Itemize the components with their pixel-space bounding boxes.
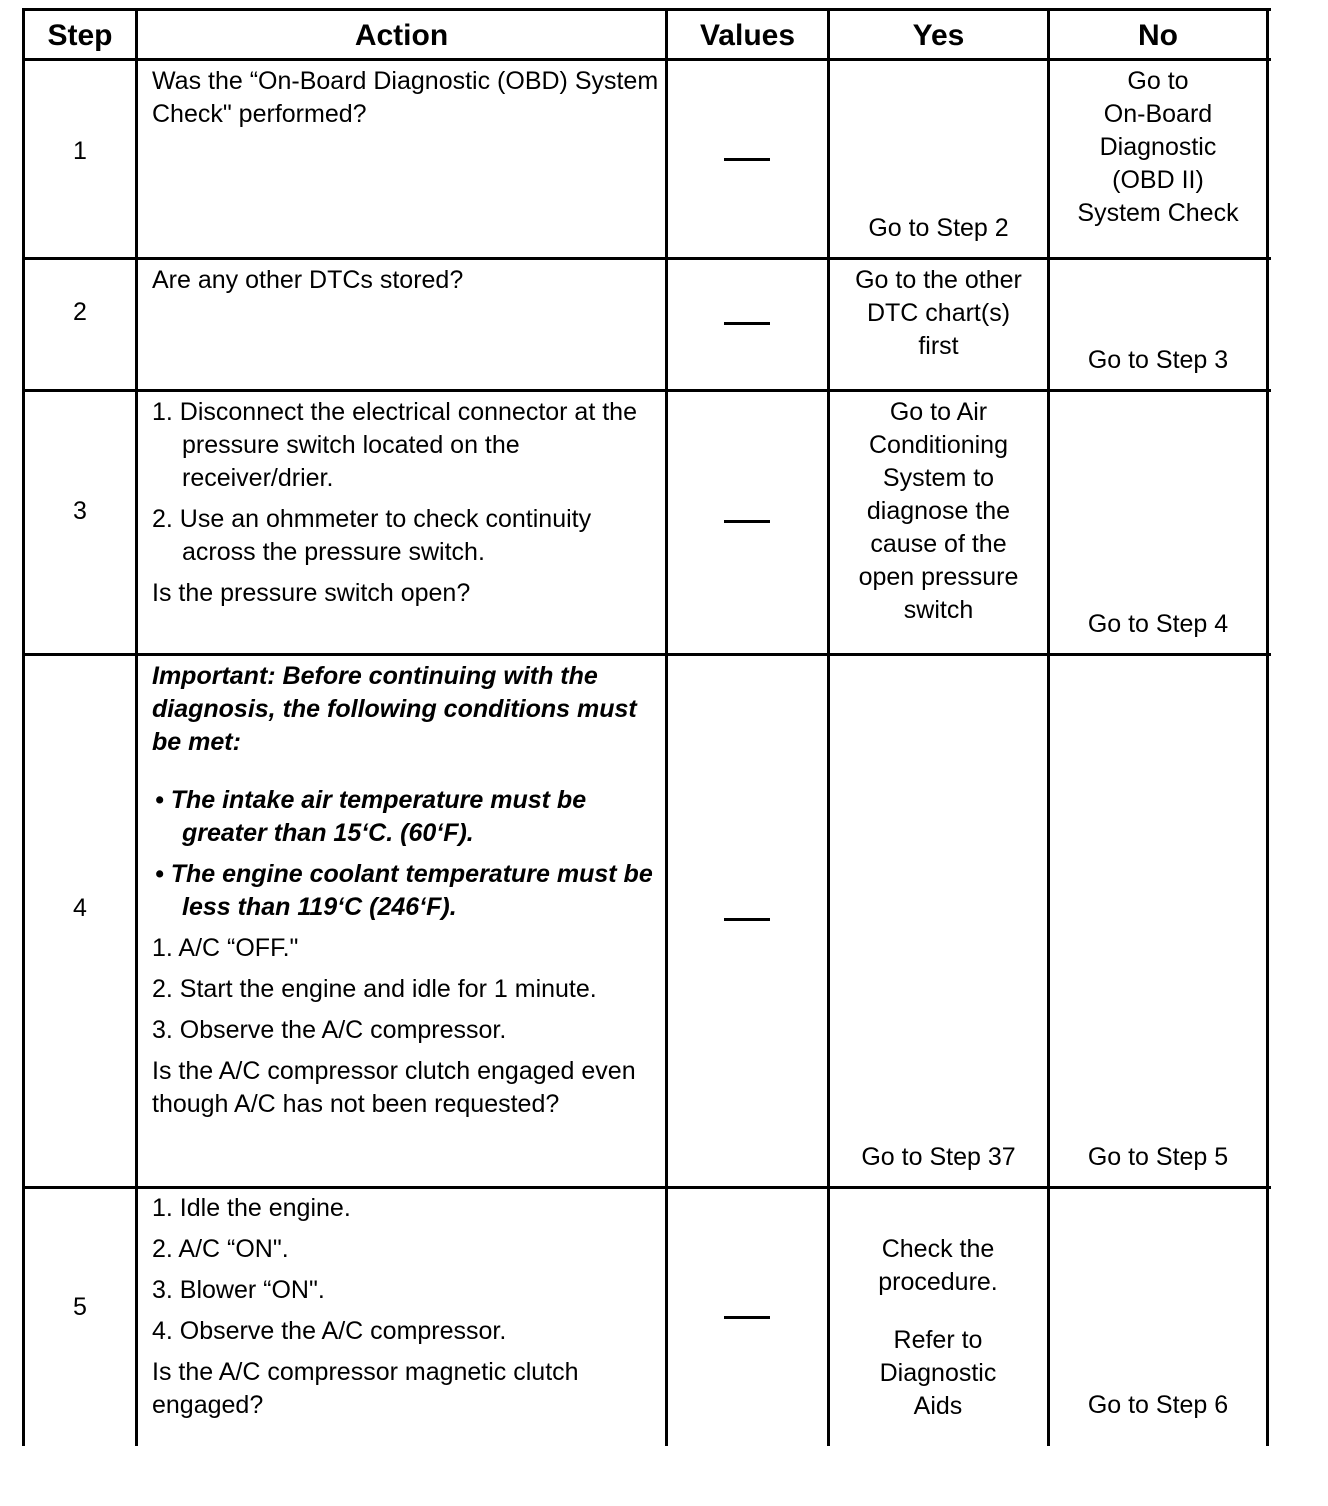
action-step: 4. Observe the A/C compressor. (152, 1317, 507, 1345)
condition-bullet: • The engine coolant temperature must be less than 119‘C (246‘F). (155, 860, 653, 921)
yes-text-line: DTC chart(s) (866, 299, 1011, 327)
no-text-line: System Check (1077, 199, 1239, 227)
action-cell (138, 396, 665, 610)
no-cell (1050, 260, 1266, 389)
yes-text-line: open pressure (858, 563, 1019, 591)
header-yes: Yes (912, 19, 965, 52)
action-text: Are any other DTCs stored? (152, 266, 464, 294)
yes-cell (830, 264, 1047, 363)
yes-cell (830, 61, 1047, 257)
no-cell (1050, 392, 1266, 653)
action-question: Is the A/C compressor magnetic clutch engaged? (152, 1358, 579, 1419)
yes-cell (830, 396, 1047, 627)
diagnostic-table (22, 8, 1271, 1446)
action-step: 1. Disconnect the electrical connector at the pressure switch located on the receiver/drier. (152, 398, 637, 492)
no-text-line: Diagnostic (1099, 133, 1217, 161)
important-note: Important: Before continuing with the diagnosis, the following conditions must be met: (152, 662, 637, 756)
values-dash (724, 322, 770, 325)
action-question: Is the A/C compressor clutch engaged even though A/C has not been requested? (152, 1057, 636, 1118)
action-step: 3. Blower “ON". (152, 1276, 325, 1304)
step-number: 3 (73, 496, 87, 525)
action-step: 1. Idle the engine. (152, 1194, 351, 1222)
no-text-line: Go to (1127, 67, 1189, 95)
yes-text: Go to Step 37 (861, 1143, 1016, 1171)
yes-cell (858, 1233, 1018, 1423)
no-text: Go to Step 6 (1087, 1391, 1229, 1419)
yes-text-line: Go to Air (889, 398, 988, 426)
no-text-line: On-Board (1103, 100, 1213, 128)
action-step: 2. Start the engine and idle for 1 minute. (152, 975, 597, 1003)
values-dash (724, 918, 770, 921)
step-number: 1 (73, 136, 87, 165)
yes-text-line: System to (882, 464, 995, 492)
values-dash (724, 520, 770, 523)
yes-text: Go to Step 2 (868, 214, 1009, 242)
yes-text-line: Conditioning (869, 431, 1008, 459)
action-step: 2. A/C “ON". (152, 1235, 289, 1263)
yes-text: Check the procedure. (878, 1235, 998, 1296)
yes-text-line: switch (903, 596, 974, 624)
yes-text-line: cause of the (870, 530, 1007, 558)
no-cell (1050, 656, 1266, 1186)
no-cell (1050, 65, 1266, 230)
no-cell (1050, 1389, 1266, 1422)
step-number: 5 (73, 1292, 87, 1321)
no-text-line: (OBD II) (1112, 166, 1204, 194)
yes-cell (830, 656, 1047, 1186)
action-cell (138, 1192, 665, 1422)
action-question: Is the pressure switch open? (152, 579, 471, 607)
header-no: No (1138, 19, 1178, 52)
no-text: Go to Step 3 (1087, 346, 1229, 374)
action-cell (138, 660, 665, 1121)
no-text: Go to Step 4 (1087, 610, 1229, 638)
grid-line (22, 1186, 1271, 1189)
grid-line (22, 58, 1271, 61)
header-step: Step (47, 19, 113, 52)
values-dash (724, 1316, 770, 1319)
action-text: Was the “On-Board Diagnostic (OBD) System Check" performed? (152, 67, 659, 128)
action-step: 3. Observe the A/C compressor. (152, 1016, 507, 1044)
yes-text-line: diagnose the (866, 497, 1011, 525)
values-dash (724, 158, 770, 161)
no-text: Go to Step 5 (1087, 1143, 1229, 1171)
step-number: 4 (73, 893, 87, 922)
yes-text: Refer to Diagnostic Aids (879, 1326, 997, 1420)
action-cell (138, 264, 665, 297)
grid-line (1266, 8, 1269, 1446)
action-step: 2. Use an ohmmeter to check continuity across the pressure switch. (152, 505, 592, 566)
grid-line (665, 8, 668, 1446)
yes-text-line: Go to the other (855, 266, 1022, 294)
condition-bullet: • The intake air temperature must be greater than 15‘C. (60‘F). (155, 786, 587, 847)
header-values: Values (699, 19, 796, 52)
step-number: 2 (73, 298, 87, 326)
action-cell (138, 65, 665, 131)
header-action: Action (354, 19, 449, 52)
action-step: 1. A/C “OFF." (152, 934, 299, 962)
yes-text-line: first (918, 332, 959, 360)
